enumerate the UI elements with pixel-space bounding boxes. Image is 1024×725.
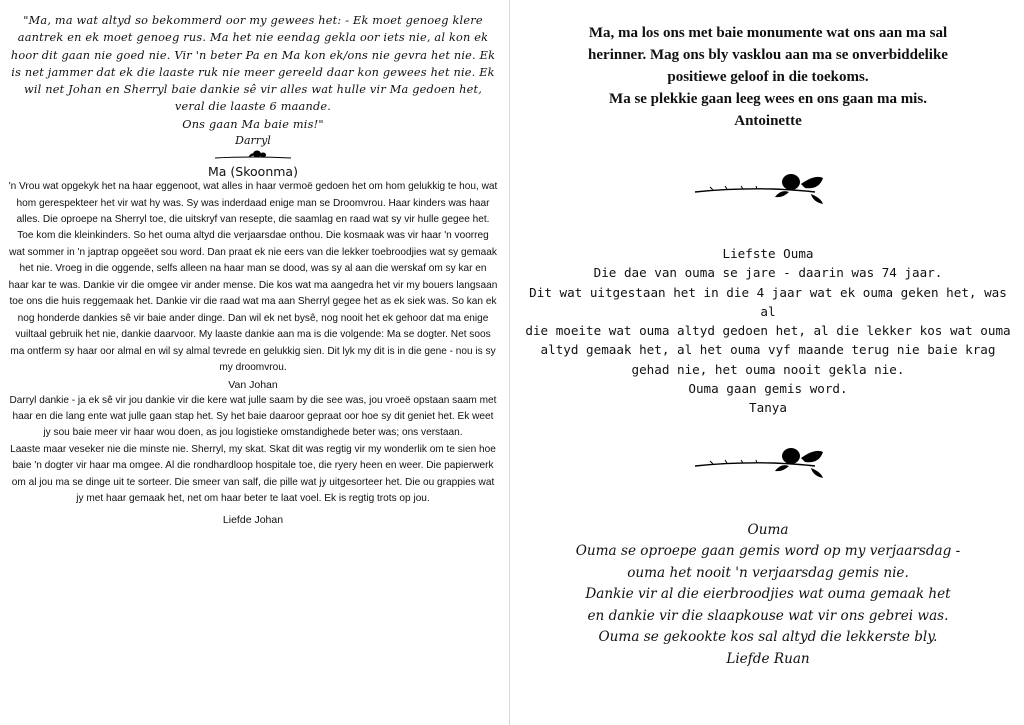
tanya-greeting: Liefste Ouma xyxy=(722,246,814,261)
antoinette-line: positiewe geloof in die toekoms. xyxy=(667,69,869,85)
tanya-message xyxy=(520,244,1016,418)
page-divider xyxy=(509,0,510,725)
tanya-line: die moeite wat ouma altyd gedoen het, al die lekker kos wat ouma xyxy=(525,323,1011,339)
tanya-line: Dit wat uitgestaan het in die 4 jaar wat ek ouma geken het, was al xyxy=(529,284,1007,319)
darryl-signature: Darryl xyxy=(235,134,271,148)
tanya-signature: Tanya xyxy=(749,400,787,416)
tanya-line: gehad nie, het ouma nooit gekla nie. xyxy=(631,361,905,377)
antoinette-line: Ma se plekkie gaan leeg wees en ons gaan ma mis. xyxy=(609,91,927,107)
rose-ornament-icon xyxy=(693,170,843,204)
johan-signature: Liefde Johan xyxy=(222,513,284,526)
johan-paragraph-3: Laaste maar veseker nie die minste nie. Sherryl, my skat. Skat dit was regtig vir my wonderlik om te sien hoe baie 'n dogter vir haar ma omgee. Al die rondhardloop hospitale toe, die ryery heen en weer. Die papierwerk om al jou ma se dinge uit te sorteer. Die smeer van salf, die pille wat jy uitgesorteer het. Die ou grappies wat jy met haar gemaak het, net om haar beter te laat voel. Ek is regtig trots op jou. xyxy=(10,443,496,505)
ruan-message xyxy=(520,520,1016,671)
ruan-line: Dankie vir al die eierbroodjies wat ouma gemaak het xyxy=(585,586,951,603)
ruan-line: Ouma se oproepe gaan gemis word op my verjaarsdag - xyxy=(575,543,961,560)
antoinette-signature: Antoinette xyxy=(734,113,802,129)
rose-ornament-icon xyxy=(693,444,843,478)
johan-from: Van Johan xyxy=(228,378,278,391)
johan-paragraph-1: 'n Vrou wat opgekyk het na haar eggenoot, wat alles in haar vermoë gedoen het om hom gelukkig te hou, wat hom gerespekteer het vir wat hy was. Sy was inderdaad enige man se Droomvrou. Haar kinders was haar alles. Die oproepe na Sherryl toe, die uitskryf van resepte, die saamlag en raad wat sy vir hulle gegee het. Toe kom die kleinkinders. So het ouma altyd die verjaarsdae onthou. Die kosmaak was vir haar 'n voorreg wat sommer in 'n japtrap opgeëet sou word. Dan praat ek nie eers van die lekker toebroodjies wat sy gemaak het nie. Vroeg in die oggende, selfs alleen na haar man se dood, was sy al aan die werskaf om sy kar en haar kar te was. Dankie vir die omgee vir ander mense. Die kos wat ma aangedra het vir my bouers langsaan toe ons die huis reggemaak het. Dankie vir die raad wat ma aan Sherryl gegee het as ek siek was. So kan ek nog honderde dankies sê vir baie ander dinge. Dan wil ek net bysê, nog nooit het ek gehoor dat ma enige vuiltaal gebruik het nie, dankie daarvoor. My laaste dankie aan ma is die volgende: Ma se dogter. Net soos ma ontferm sy haar oor almal en wil sy almal tevrede en gelukkig sien. Dit lyk my dit is in die gene - nou is sy my droomvrou. xyxy=(8,181,498,374)
section-heading: Ma (Skoonma) xyxy=(208,164,298,180)
darryl-quote: "Ma, ma wat altyd so bekommerd oor my gewees het: - Ek moet genoeg klere aantrek en ek moet genoeg rus. Ma het nie eendag gekla oor iets nie, al kon ek hoor dit gaan nie goed nie. Vir 'n beter Pa en Ma kon ek/ons nie gevra het nie. Ek is net jammer dat ek die laaste ruk nie meer gereeld daar kon gewees het nie. Ek wil net Johan en Sherryl baie dankie sê vir alles wat hulle vir Ma gedoen het, veral die laaste 6 maande. xyxy=(10,14,496,114)
tanya-line: altyd gemaak het, al het ouma vyf maande terug nie baie krag xyxy=(540,342,996,358)
left-page xyxy=(0,0,508,725)
rose-ornament-small-icon xyxy=(213,148,293,162)
ruan-line: ouma het nooit 'n verjaarsdag gemis nie. xyxy=(627,564,909,581)
ruan-heading: Ouma xyxy=(747,521,789,538)
antoinette-line: Ma, ma los ons met baie monumente wat ons aan ma sal xyxy=(588,25,948,41)
tanya-line: Die dae van ouma se jare - daarin was 74 jaar. xyxy=(593,265,943,281)
ruan-signature: Liefde Ruan xyxy=(726,650,810,667)
ruan-line: Ouma se gekookte kos sal altyd die lekkerste bly. xyxy=(598,629,938,646)
darryl-closing: Ons gaan Ma baie mis!" xyxy=(182,117,324,131)
right-page xyxy=(512,0,1024,725)
antoinette-message xyxy=(520,22,1016,132)
tanya-line: Ouma gaan gemis word. xyxy=(688,381,848,397)
ruan-line: en dankie vir die slaapkouse wat vir ons gebrei was. xyxy=(587,607,949,624)
johan-paragraph-2: Darryl dankie - ja ek sê vir jou dankie vir die kere wat julle saam by die see was, jou vroeë opstaan saam met haar en die lang ente wat julle gaan stap het. Sy het baie daaroor gepraat oor hoe sy dit geniet het. Ek weet jy sou baie meer vir haar wou doen, as jou logistieke omstandighede beter was; ons verstaan. xyxy=(9,394,497,439)
antoinette-line: herinner. Mag ons bly vasklou aan ma se onverbiddelike xyxy=(588,47,948,63)
